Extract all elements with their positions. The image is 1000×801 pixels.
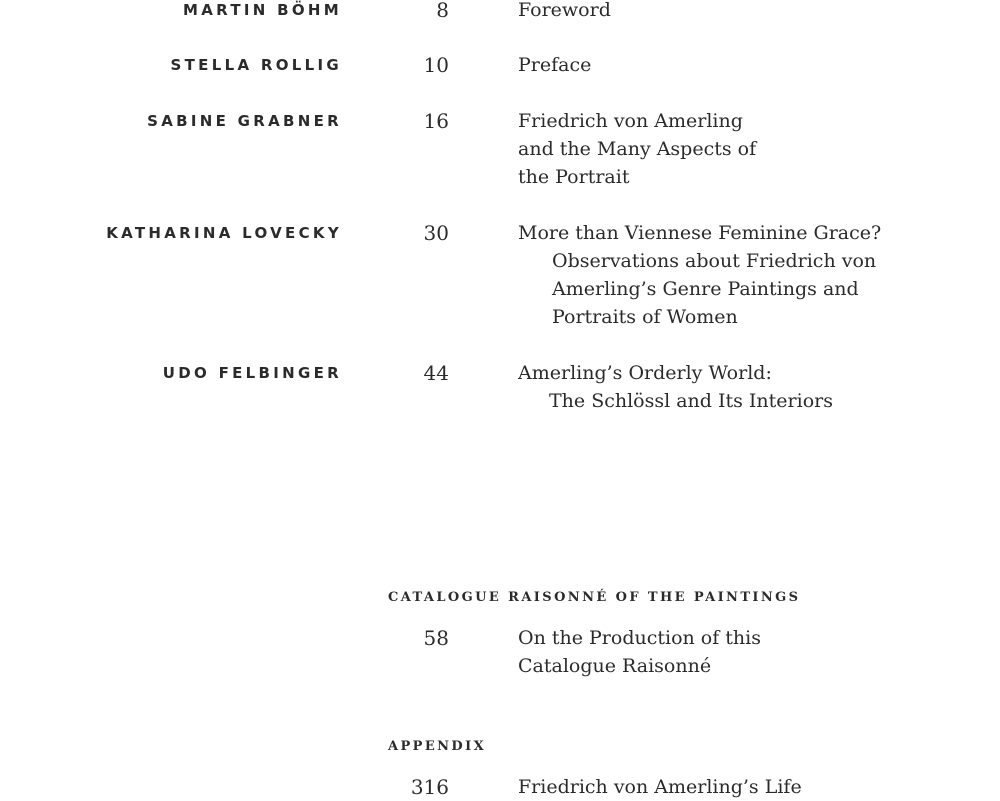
toc-title-line: Amerling’s Orderly World:: [518, 362, 772, 384]
section-heading: APPENDIX: [388, 739, 487, 754]
toc-title-line: Foreword: [518, 0, 611, 21]
toc-title-line: Friedrich von Amerling: [518, 110, 743, 132]
toc-entry-title: [518, 624, 761, 680]
toc-page-number: 30: [423, 221, 449, 245]
toc-page-number: 16: [423, 109, 449, 133]
toc-entry-title: [518, 359, 833, 415]
toc-author: KATHARINA LOVECKY: [106, 224, 342, 242]
toc-title-line: More than Viennese Feminine Grace?: [518, 222, 882, 244]
toc-title-line: Amerling’s Genre Paintings and: [552, 278, 859, 300]
toc-entry-title: [518, 51, 591, 79]
toc-title-line: Portraits of Women: [552, 306, 738, 328]
toc-title-line: The Schlössl and Its Interiors: [549, 390, 833, 412]
toc-entry-title: [518, 0, 611, 24]
toc-title-line: Preface: [518, 54, 592, 76]
toc-page-number: 44: [423, 361, 449, 385]
toc-page-number: 58: [423, 626, 449, 650]
toc-entry-title: [518, 107, 756, 191]
toc-author: UDO FELBINGER: [162, 364, 342, 382]
toc-title-line: Friedrich von Amerling’s Life: [518, 776, 802, 798]
toc-author: MARTIN BÖHM: [183, 1, 342, 19]
toc-page-number: 8: [436, 0, 449, 22]
toc-entry-title: [518, 773, 802, 801]
toc-entry-title: [518, 219, 881, 331]
section-heading: CATALOGUE RAISONNÉ OF THE PAINTINGS: [388, 590, 801, 605]
toc-author: STELLA ROLLIG: [170, 56, 342, 74]
toc-title-line: Observations about Friedrich von: [552, 250, 877, 272]
toc-author: SABINE GRABNER: [147, 112, 342, 130]
toc-title-line: On the Production of this: [518, 627, 761, 649]
toc-title-line: Catalogue Raisonné: [518, 655, 712, 677]
toc-page-number: 316: [410, 775, 449, 799]
toc-title-line: the Portrait: [518, 166, 630, 188]
toc-title-line: and the Many Aspects of: [518, 138, 757, 160]
toc-page-number: 10: [423, 53, 449, 77]
